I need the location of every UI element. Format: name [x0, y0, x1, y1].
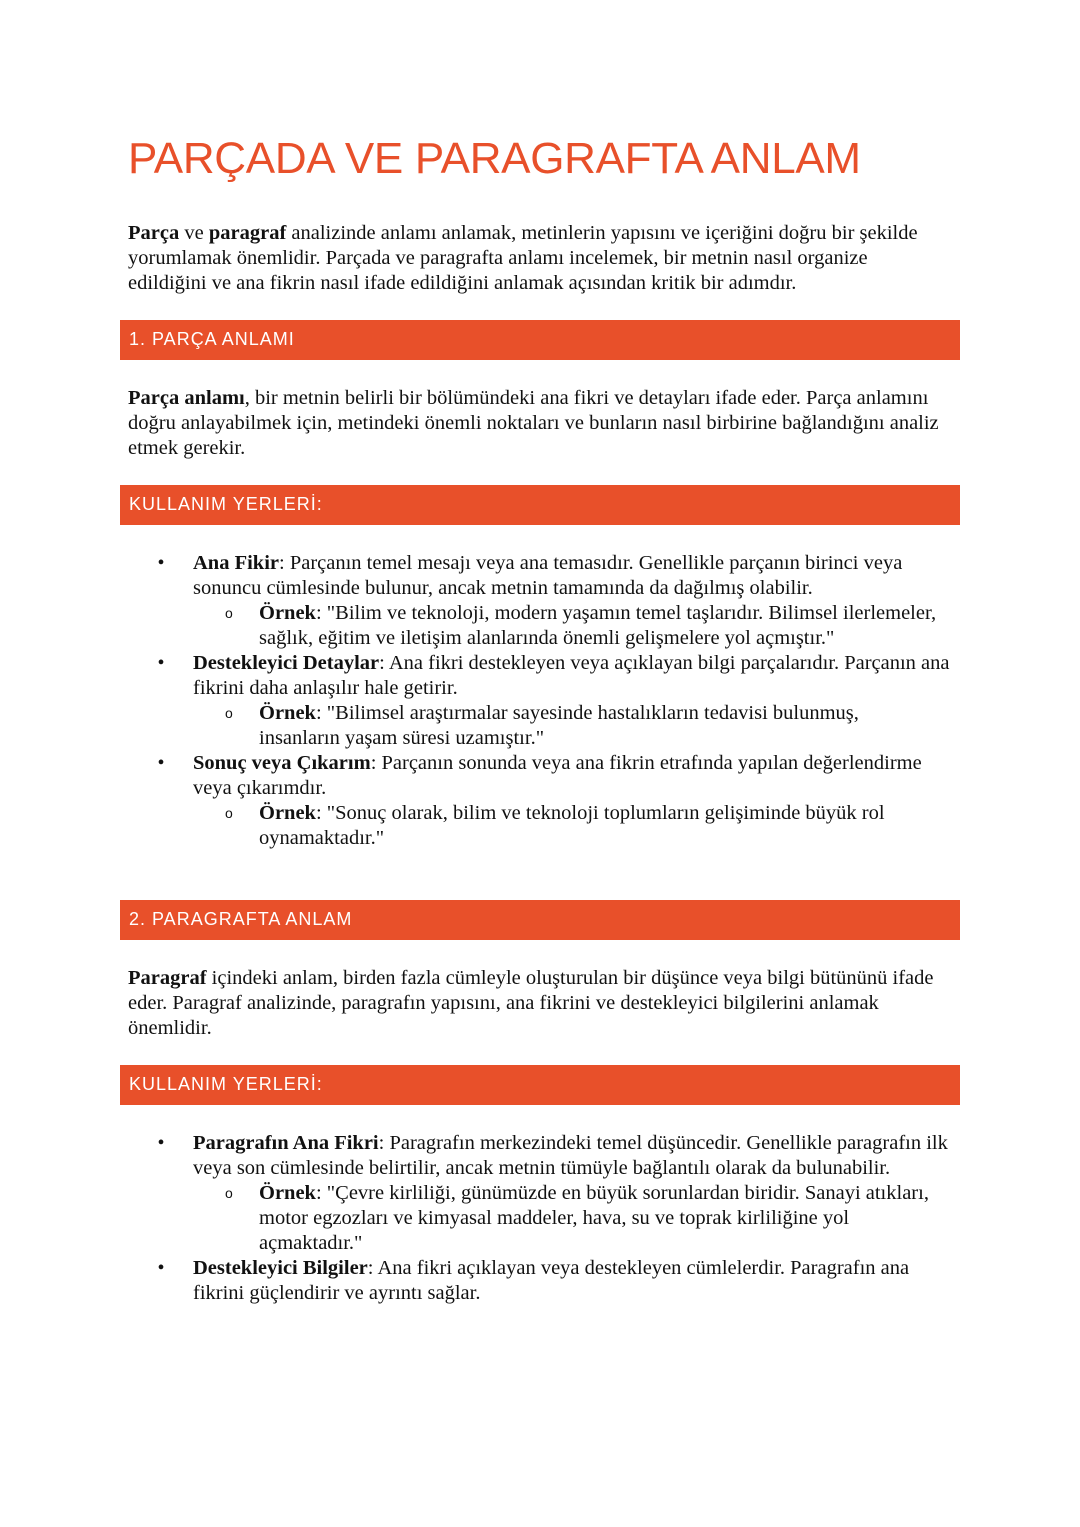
page-title: PARÇADA VE PARAGRAFTA ANLAM	[128, 134, 861, 183]
intro-bold-2: paragraf	[208, 222, 287, 244]
circle-bullet-icon	[225, 1181, 233, 1206]
list-item	[0, 551, 1080, 651]
item-text: : Parçanın temel mesajı veya ana temasıdır. Genellikle parçanın birinci veya sonuncu cümlesinde bulunur, ancak metnin tamamında da dağılmış olabilir.	[193, 552, 903, 599]
example-label: Örnek	[259, 802, 316, 824]
example-text: : "Bilim ve teknoloji, modern yaşamın temel taşlarıdır. Bilimsel ilerlemeler, sağlık, eğitim ve iletişim alanlarında önemli gelişmelere yol açmıştır."	[259, 602, 937, 649]
bullet-icon	[154, 1131, 168, 1156]
section-2-bold-term: Paragraf	[128, 967, 207, 989]
section-2-paragraph	[128, 966, 948, 1041]
section-1-paragraph	[128, 386, 948, 461]
example-item	[0, 1181, 1080, 1256]
bullet-icon	[154, 551, 168, 576]
section-1-bold-term: Parça anlamı	[128, 387, 245, 409]
intro-text-1: ve	[179, 222, 209, 244]
list-item	[0, 1256, 1080, 1306]
example-label: Örnek	[259, 702, 316, 724]
item-term: Destekleyici Detaylar	[193, 652, 380, 674]
example-text: : "Bilimsel araştırmalar sayesinde hastalıkların tedavisi bulunmuş, insanların yaşam süresi uzamıştır."	[259, 702, 859, 749]
circle-bullet-icon	[225, 701, 233, 726]
section-2-header: 2. PARAGRAFTA ANLAM	[120, 900, 960, 940]
intro-text-2: analizinde anlamı anlamak, metinlerin yapısını ve içeriğini doğru bir şekilde yorumlamak önemlidir. Parçada ve paragrafta anlamı incelemek, bir metnin nasıl organize edildiğini ve ana fikrin nasıl ifade edildiğini anlamak açısından kritik bir adımdır.	[128, 222, 918, 294]
example-item	[0, 801, 1080, 851]
example-item	[0, 701, 1080, 751]
item-term: Sonuç veya Çıkarım	[193, 752, 371, 774]
section-2-usage-list	[0, 1131, 1080, 1306]
bullet-icon	[154, 751, 168, 776]
circle-bullet-icon	[225, 801, 233, 826]
section-2-text: içindeki anlam, birden fazla cümleyle oluşturulan bir düşünce veya bilgi bütününü ifade eder. Paragraf analizinde, paragrafın yapısını, ana fikrini ve destekleyici bilgilerini anlamak önemlidir.	[128, 967, 934, 1039]
example-label: Örnek	[259, 1182, 316, 1204]
item-text: : Paragrafın merkezindeki temel düşüncedir. Genellikle paragrafın ilk veya son cümlesinde belirtilir, ancak metnin tümüyle bağlantılı olarak da bulunabilir.	[193, 1132, 948, 1179]
example-text: : "Sonuç olarak, bilim ve teknoloji toplumların gelişiminde büyük rol oynamaktadır."	[259, 802, 885, 849]
item-term: Ana Fikir	[193, 552, 279, 574]
item-text: : Ana fikri açıklayan veya destekleyen cümlelerdir. Paragrafın ana fikrini güçlendirir ve ayrıntı sağlar.	[193, 1257, 910, 1304]
section-2-usage-header: KULLANIM YERLERİ:	[120, 1065, 960, 1105]
list-item	[0, 1131, 1080, 1256]
intro-bold-1: Parça	[128, 222, 180, 244]
bullet-icon	[154, 651, 168, 676]
bullet-icon	[154, 1256, 168, 1281]
item-text: : Ana fikri destekleyen veya açıklayan bilgi parçalarıdır. Parçanın ana fikrini daha anlaşılır hale getirir.	[193, 652, 950, 699]
example-text: : "Çevre kirliliği, günümüzde en büyük sorunlardan biridir. Sanayi atıkları, motor egzozları ve kimyasal maddeler, hava, su ve toprak kirliliğine yol açmaktadır."	[259, 1182, 929, 1254]
list-item	[0, 651, 1080, 751]
list-item	[0, 751, 1080, 851]
example-item	[0, 601, 1080, 651]
item-term: Destekleyici Bilgiler	[193, 1257, 368, 1279]
item-text: : Parçanın sonunda veya ana fikrin etrafında yapılan değerlendirme veya çıkarımdır.	[193, 752, 922, 799]
section-1-header: 1. PARÇA ANLAMI	[120, 320, 960, 360]
intro-paragraph	[128, 221, 948, 296]
item-term: Paragrafın Ana Fikri	[193, 1132, 379, 1154]
section-1-usage-list	[0, 551, 1080, 851]
section-1-usage-header: KULLANIM YERLERİ:	[120, 485, 960, 525]
example-label: Örnek	[259, 602, 316, 624]
section-1-text: , bir metnin belirli bir bölümündeki ana fikri ve detayları ifade eder. Parça anlamını doğru anlayabilmek için, metindeki önemli noktaları ve bunların nasıl birbirine bağlandığını analiz etmek gerekir.	[128, 387, 939, 459]
circle-bullet-icon	[225, 601, 233, 626]
